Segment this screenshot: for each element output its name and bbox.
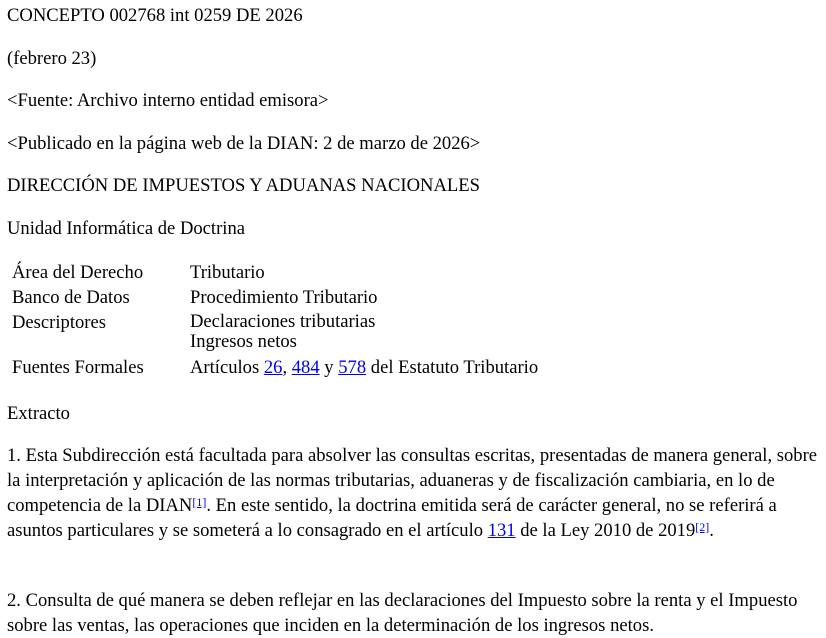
sources-label: Fuentes Formales xyxy=(12,357,144,378)
metadata-row-area xyxy=(8,260,538,285)
descriptor-item: Declaraciones tributarias xyxy=(190,311,376,332)
publication-note: <Publicado en la página web de la DIAN: 2 de marzo de 2026> xyxy=(7,133,481,154)
article-578-link[interactable]: 578 xyxy=(338,357,367,378)
footnote-2-link[interactable]: [2] xyxy=(695,520,710,534)
article-26-link[interactable]: 26 xyxy=(263,357,283,378)
sources-separator: , xyxy=(282,357,292,378)
paragraph-1-text: . En este sentido, la doctrina emitida será de carácter general, no se referirá a asuntos particulares y se someterá a lo consagrado en el artículo xyxy=(7,495,777,541)
metadata-row-bank xyxy=(8,285,538,310)
sources-prefix: Artículos xyxy=(190,357,264,378)
extract-paragraph-1 xyxy=(7,443,818,543)
footnote-ref xyxy=(695,520,709,534)
extract-heading: Extracto xyxy=(7,403,70,424)
issuing-entity: DIRECCIÓN DE IMPUESTOS Y ADUANAS NACIONALES xyxy=(7,175,480,196)
sources-suffix: del Estatuto Tributario xyxy=(366,357,539,378)
source-note: <Fuente: Archivo interno entidad emisora> xyxy=(7,90,329,111)
descriptor-item: Ingresos netos xyxy=(190,331,297,352)
article-484-link[interactable]: 484 xyxy=(291,357,320,378)
descriptors-values xyxy=(186,310,538,355)
area-value: Tributario xyxy=(190,262,265,283)
footnote-ref xyxy=(192,495,206,509)
extract-paragraph-2: 2. Consulta de qué manera se deben reflejar en las declaraciones del Impuesto sobre la renta y el Impuesto sobre las ventas, las operaciones que inciden en la determinación de los ingresos netos. xyxy=(7,590,798,636)
footnote-1-link[interactable]: [1] xyxy=(192,495,207,509)
paragraph-1-text: de la Ley 2010 de 2019 xyxy=(515,520,696,541)
metadata-row-sources xyxy=(8,355,538,380)
area-label: Área del Derecho xyxy=(12,262,144,283)
sources-value xyxy=(186,355,538,380)
document-title: CONCEPTO 002768 int 0259 DE 2026 xyxy=(7,5,303,26)
bank-value: Procedimiento Tributario xyxy=(190,287,378,308)
sources-separator: y xyxy=(319,357,339,378)
paragraph-1-text: 1. Esta Subdirección está facultada para absolver las consultas escritas, presentadas de manera general, sobre la interpretación y aplicación de las normas tributarias, aduaneras y de fiscalización cambiaria, en lo de competencia de la DIAN xyxy=(7,445,818,516)
metadata-table xyxy=(8,260,538,380)
issuing-unit: Unidad Informática de Doctrina xyxy=(7,218,246,239)
paragraph-1-text: . xyxy=(709,520,714,541)
descriptors-label: Descriptores xyxy=(12,312,106,333)
bank-label: Banco de Datos xyxy=(12,287,130,308)
metadata-row-descriptors xyxy=(8,310,538,355)
article-131-link[interactable]: 131 xyxy=(487,520,516,541)
document-date: (febrero 23) xyxy=(7,48,97,69)
